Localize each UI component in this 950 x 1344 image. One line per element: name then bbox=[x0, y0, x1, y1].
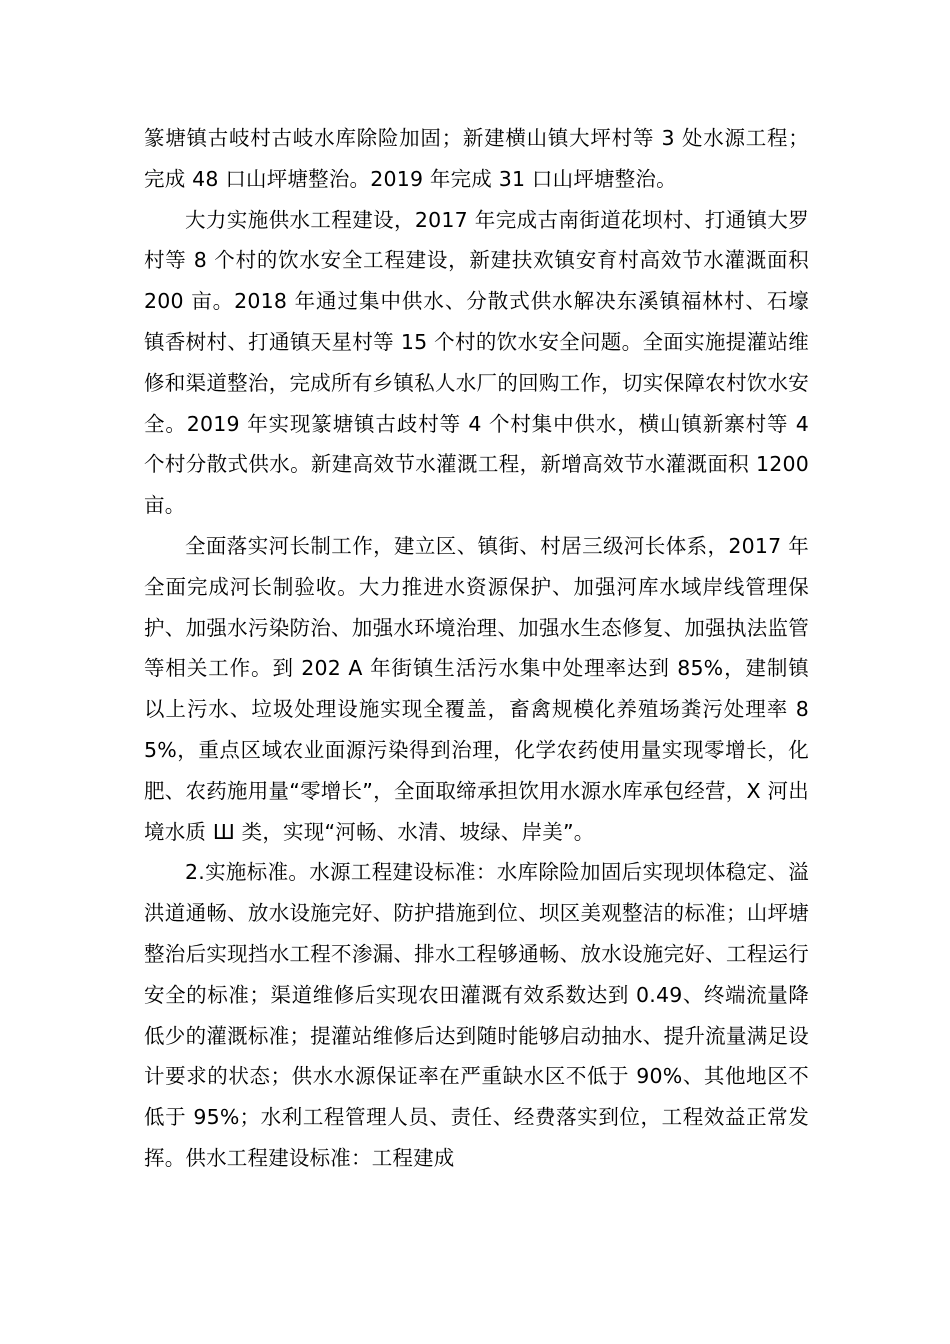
document-body bbox=[144, 118, 809, 1179]
paragraph-continuation: 篆塘镇古岐村古岐水库除险加固；新建横山镇大坪村等 3 处水源工程；完成 48 口山坪塘整治。2019 年完成 31 口山坪塘整治。 bbox=[144, 126, 809, 191]
paragraph-water-supply: 大力实施供水工程建设，2017 年完成古南街道花坝村、打通镇大罗村等 8 个村的饮水安全工程建设，新建扶欢镇安育村高效节水灌溉面积 200 亩。2018 年通过集中供水、分散式供水解决东溪镇福林村、石壕镇香树村、打通镇天星村等 15 个村的饮水安全问题。全面实施提灌站维修和渠道整治，完成所有乡镇私人水厂的回购工作，切实保障农村饮水安全。2019 年实现篆塘镇古歧村等 4 个村集中供水，横山镇新寨村等 4 个村分散式供水。新建高效节水灌溉工程，新增高效节水灌溉面积 1200 亩。 bbox=[144, 207, 809, 518]
paragraph-river-chief: 全面落实河长制工作，建立区、镇街、村居三级河长体系，2017 年全面完成河长制验收。大力推进水资源保护、加强河库水域岸线管理保护、加强水污染防治、加强水环境治理、加强水生态修复、加强执法监管等相关工作。到 202 A 年街镇生活污水集中处理率达到 85%，建制镇以上污水、垃圾处理设施实现全覆盖，畜禽规模化养殖场粪污处理率 85%，重点区域农业面源污染得到治理，化学农药使用量实现零增长，化肥、农药施用量“零增长”，全面取缔承担饮用水源水库承包经营，X 河出境水质 Ш 类，实现“河畅、水清、坡绿、岸美”。 bbox=[144, 533, 809, 844]
paragraph-standards: 2.实施标准。水源工程建设标准：水库除险加固后实现坝体稳定、溢洪道通畅、放水设施完好、防护措施到位、坝区美观整洁的标准；山坪塘整治后实现挡水工程不渗漏、排水工程够通畅、放水设施完好、工程运行安全的标准；渠道维修后实现农田灌溉有效系数达到 0.49、终端流量降低少的灌溉标准；提灌站维修后达到随时能够启动抽水、提升流量满足设计要求的状态；供水水源保证率在严重缺水区不低于 90%、其他地区不低于 95%；水利工程管理人员、责任、经费落实到位，工程效益正常发挥。供水工程建设标准：工程建成 bbox=[144, 860, 809, 1170]
